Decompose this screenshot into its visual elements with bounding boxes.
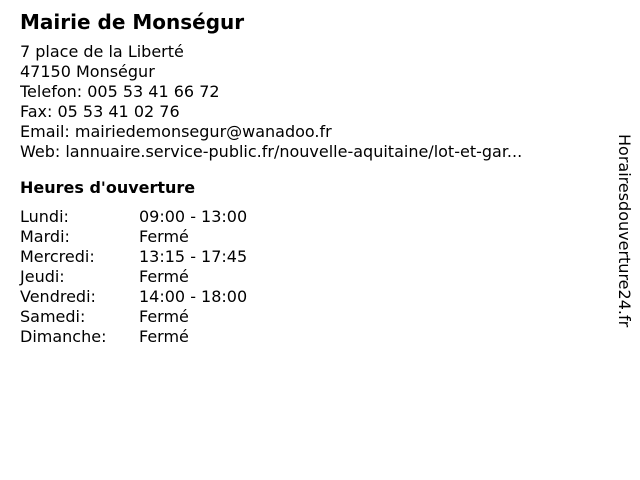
day-label: Jeudi:: [20, 267, 65, 286]
hours-row-wednesday: [20, 247, 590, 267]
day-label: Lundi:: [20, 207, 69, 226]
time-value: 13:15 - 17:45: [139, 247, 248, 266]
time-value: 14:00 - 18:00: [139, 287, 248, 306]
fax-line: Fax: 05 53 41 02 76: [20, 102, 180, 121]
web-line: Web: lannuaire.service-public.fr/nouvelle-aquitaine/lot-et-gar...: [20, 142, 523, 161]
day-label: Dimanche:: [20, 327, 107, 346]
hours-row-saturday: [20, 307, 590, 327]
hours-row-thursday: [20, 267, 590, 287]
time-value: Fermé: [139, 307, 189, 326]
mairie-card: [20, 10, 590, 347]
hours-row-friday: [20, 287, 590, 307]
hours-row-tuesday: [20, 227, 590, 247]
day-label: Mercredi:: [20, 247, 95, 266]
address-line-1: 7 place de la Liberté: [20, 42, 184, 61]
telefon-line: Telefon: 005 53 41 66 72: [20, 82, 220, 101]
time-value: Fermé: [139, 227, 189, 246]
hours-title: Heures d'ouverture: [20, 178, 196, 197]
address-line-2: 47150 Monségur: [20, 62, 155, 81]
time-value: Fermé: [139, 267, 189, 286]
hours-row-monday: [20, 207, 590, 227]
email-line: Email: mairiedemonsegur@wanadoo.fr: [20, 122, 332, 141]
day-label: Samedi:: [20, 307, 86, 326]
page-title: Mairie de Monségur: [20, 10, 245, 34]
day-label: Vendredi:: [20, 287, 96, 306]
day-label: Mardi:: [20, 227, 70, 246]
site-watermark: Horairesdouverture24.fr: [615, 134, 634, 328]
hours-list: [20, 207, 590, 347]
time-value: 09:00 - 13:00: [139, 207, 248, 226]
time-value: Fermé: [139, 327, 189, 346]
hours-row-sunday: [20, 327, 590, 347]
